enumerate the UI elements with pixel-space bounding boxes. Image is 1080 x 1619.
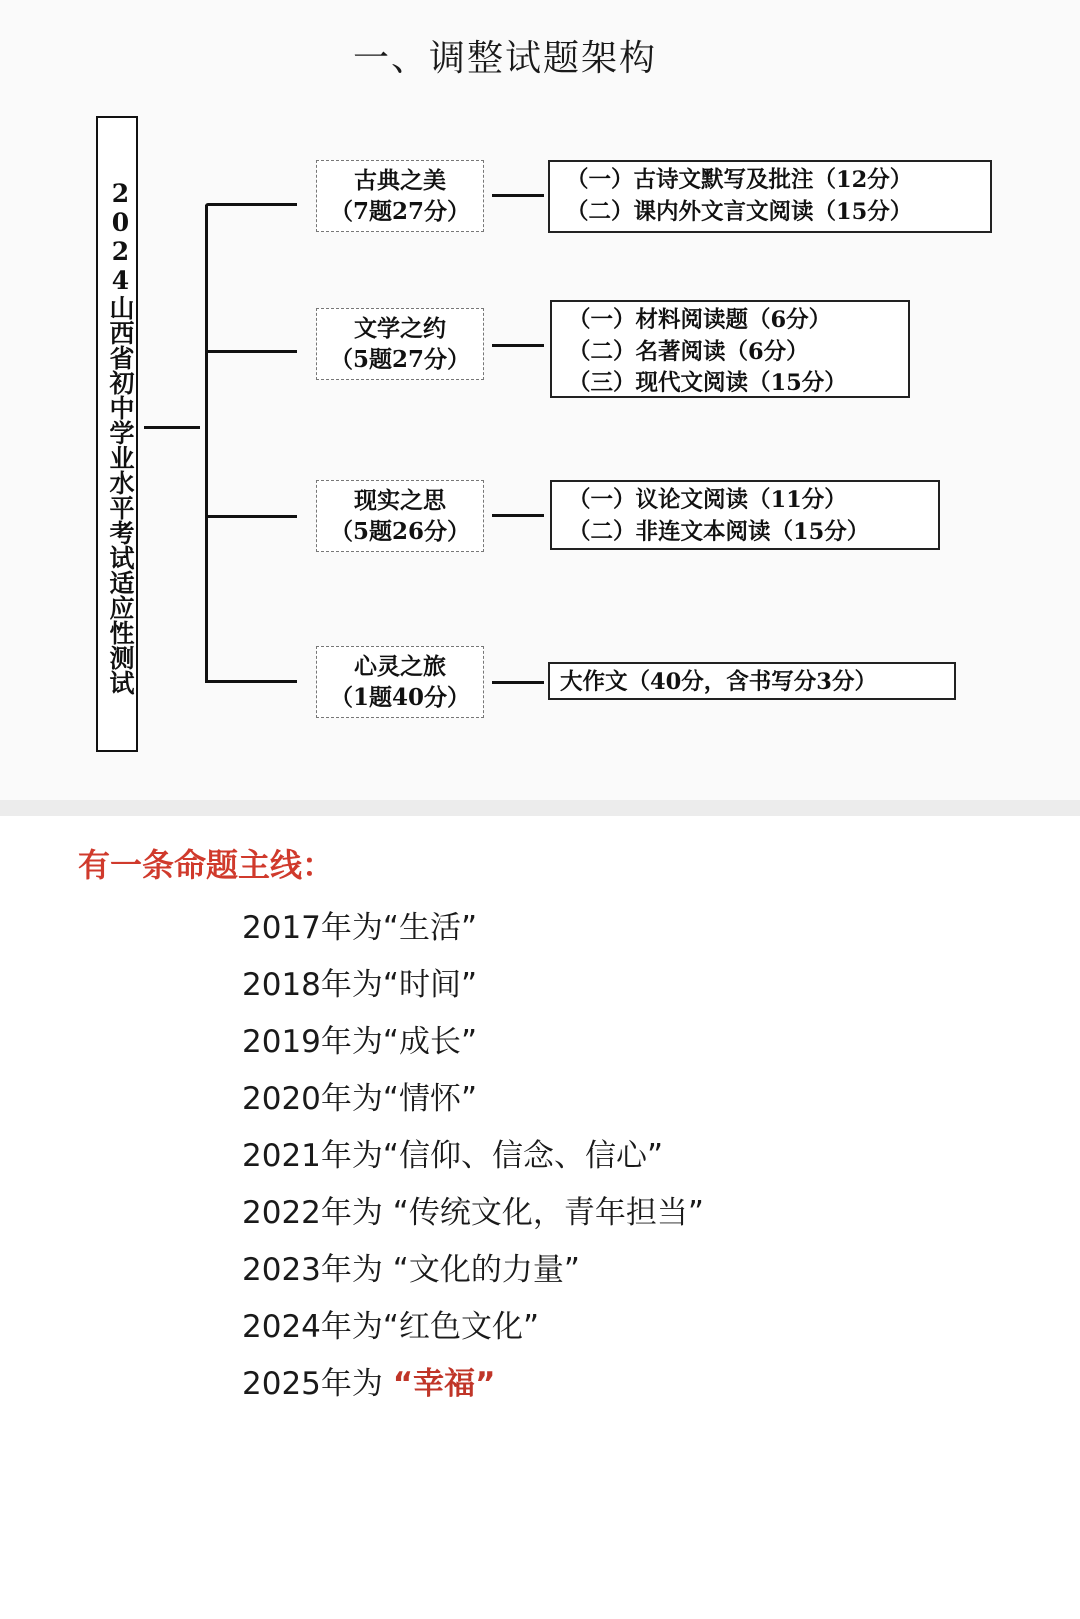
section-name: 文学之约 bbox=[354, 315, 446, 342]
root-char: 平 bbox=[106, 495, 135, 520]
root-char: 性 bbox=[106, 620, 135, 645]
root-char: 省 bbox=[106, 345, 135, 370]
hub-arm-3 bbox=[205, 515, 297, 518]
detail-item: （二）非连文本阅读（15分） bbox=[568, 518, 870, 545]
theme-year: 2022年为 bbox=[242, 1195, 383, 1231]
root-char: 山 bbox=[106, 295, 135, 320]
theme-year: 2020年为 bbox=[242, 1081, 383, 1117]
section-name: 心灵之旅 bbox=[354, 653, 446, 680]
theme-value: “红色文化” bbox=[382, 1309, 540, 1345]
detail-box-reality bbox=[550, 480, 940, 550]
theme-value: “传统文化，青年担当” bbox=[382, 1195, 704, 1231]
detail-item: （三）现代文阅读（15分） bbox=[568, 370, 847, 396]
section-connector-1 bbox=[492, 194, 544, 197]
list-item bbox=[242, 1299, 704, 1356]
theme-value: “生活” bbox=[382, 910, 478, 946]
section-box-soul bbox=[316, 646, 484, 718]
hub-arm-4 bbox=[205, 680, 297, 683]
theme-value: “时间” bbox=[382, 967, 478, 1003]
root-exam-title bbox=[96, 116, 138, 752]
theme-year: 2019年为 bbox=[242, 1024, 383, 1060]
theme-year: 2021年为 bbox=[242, 1138, 383, 1174]
root-char: 4 bbox=[106, 266, 135, 295]
root-char: 考 bbox=[106, 520, 135, 545]
detail-box-literature bbox=[550, 300, 910, 398]
theme-year: 2024年为 bbox=[242, 1309, 383, 1345]
detail-item: （一）古诗文默写及批注（12分） bbox=[566, 167, 913, 193]
theme-mainline-slide bbox=[0, 816, 1080, 1619]
root-char: 2 bbox=[106, 237, 135, 266]
theme-value: “信仰、信念、信心” bbox=[382, 1138, 664, 1174]
hub-arm-2 bbox=[205, 350, 297, 353]
list-item bbox=[242, 957, 704, 1014]
root-char: 试 bbox=[106, 670, 135, 695]
theme-value: “成长” bbox=[382, 1024, 478, 1060]
section-count: （5题26分） bbox=[329, 518, 470, 545]
hub-vertical-line bbox=[205, 205, 208, 681]
section-count: （7题27分） bbox=[329, 198, 470, 225]
list-item bbox=[242, 1185, 704, 1242]
slide-divider bbox=[0, 800, 1080, 816]
list-item bbox=[242, 1242, 704, 1299]
root-char: 学 bbox=[106, 420, 135, 445]
section-box-classical bbox=[316, 160, 484, 232]
section-name: 现实之思 bbox=[354, 487, 446, 514]
root-char: 水 bbox=[106, 470, 135, 495]
theme-year: 2025年为 bbox=[242, 1366, 393, 1402]
root-char: 适 bbox=[106, 570, 135, 595]
theme-year: 2017年为 bbox=[242, 910, 383, 946]
section-connector-2 bbox=[492, 344, 544, 347]
theme-value-highlight: “幸福” bbox=[392, 1366, 496, 1402]
root-char: 应 bbox=[106, 595, 135, 620]
detail-item: （二）课内外文言文阅读（15分） bbox=[566, 198, 913, 225]
detail-box-soul bbox=[548, 662, 956, 700]
theme-value: “文化的力量” bbox=[382, 1252, 580, 1288]
list-item bbox=[242, 1356, 704, 1413]
section-connector-3 bbox=[492, 514, 544, 517]
section-box-reality bbox=[316, 480, 484, 552]
theme-list bbox=[242, 900, 704, 1413]
list-item bbox=[242, 1071, 704, 1128]
root-char: 西 bbox=[106, 320, 135, 345]
mainline-title: 有一条命题主线： bbox=[78, 846, 335, 884]
section-count: （1题40分） bbox=[329, 684, 470, 711]
root-char: 2 bbox=[106, 179, 135, 208]
root-char: 中 bbox=[106, 395, 135, 420]
detail-item: （二）名著阅读（6分） bbox=[568, 338, 809, 365]
theme-year: 2018年为 bbox=[242, 967, 383, 1003]
section-box-literature bbox=[316, 308, 484, 380]
section-count: （5题27分） bbox=[329, 346, 470, 373]
root-connector-line bbox=[144, 426, 200, 429]
exam-structure-slide bbox=[0, 0, 1080, 800]
section-name: 古典之美 bbox=[354, 167, 446, 194]
root-char: 业 bbox=[106, 445, 135, 470]
root-char: 测 bbox=[106, 645, 135, 670]
theme-value: “情怀” bbox=[382, 1081, 478, 1117]
root-char: 0 bbox=[106, 208, 135, 237]
section-connector-4 bbox=[492, 681, 544, 684]
slide-heading: 一、调整试题架构 bbox=[352, 38, 657, 79]
list-item bbox=[242, 1014, 704, 1071]
detail-item: 大作文（40分，含书写分3分） bbox=[560, 669, 877, 695]
root-char: 试 bbox=[106, 545, 135, 570]
detail-item: （一）议论文阅读（11分） bbox=[568, 487, 847, 513]
detail-item: （一）材料阅读题（6分） bbox=[568, 307, 832, 333]
list-item bbox=[242, 900, 704, 957]
hub-arm-1 bbox=[205, 203, 297, 206]
detail-box-classical bbox=[548, 160, 992, 233]
theme-year: 2023年为 bbox=[242, 1252, 383, 1288]
list-item bbox=[242, 1128, 704, 1185]
root-char: 初 bbox=[106, 370, 135, 395]
